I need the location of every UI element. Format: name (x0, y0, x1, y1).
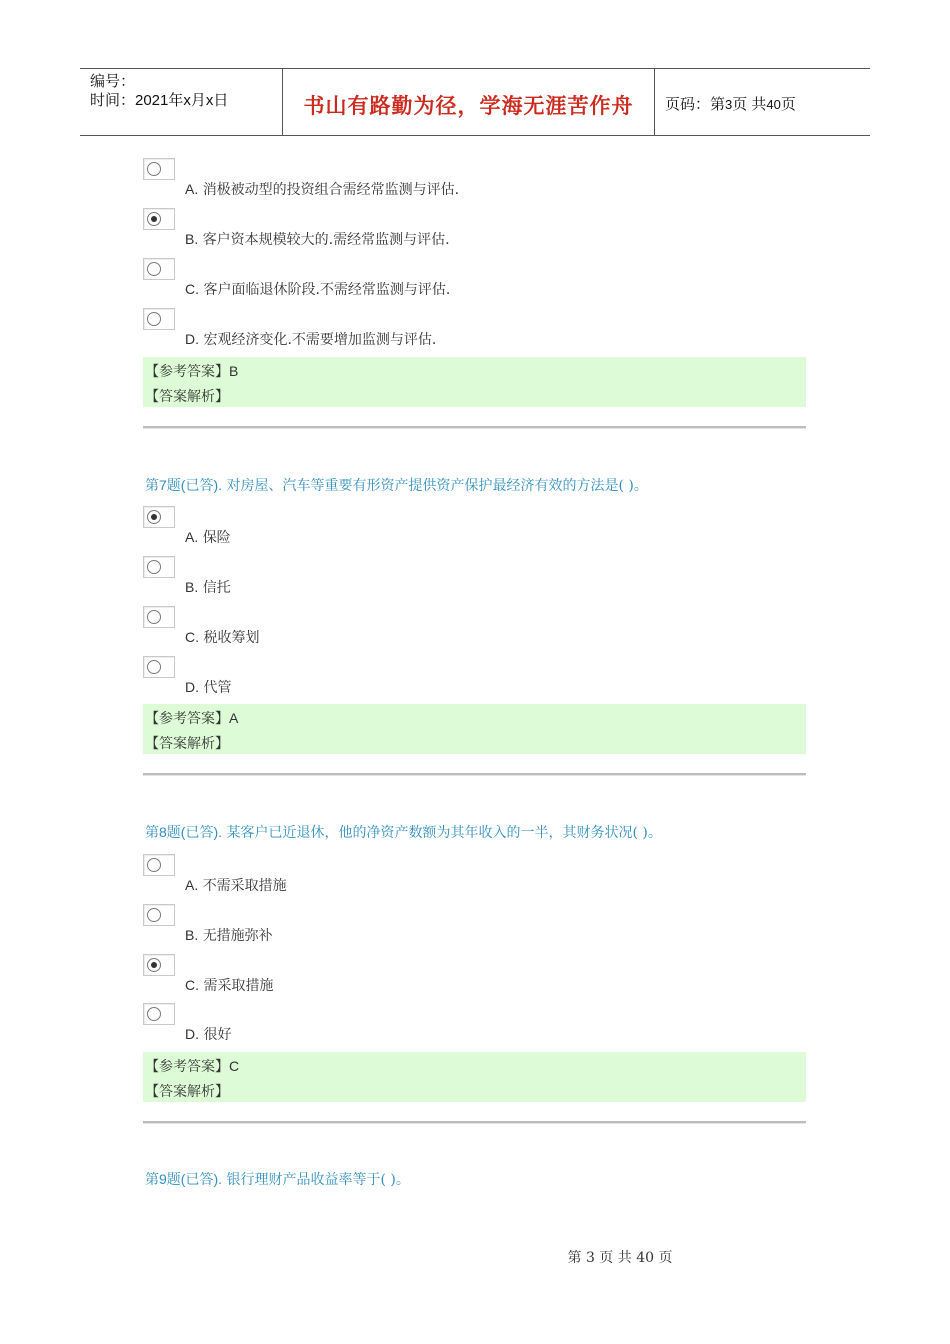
option-label: C. 客户面临退休阶段.不需经常监测与评估. (185, 281, 451, 298)
page-number: 3 (725, 97, 733, 112)
q6-option-d[interactable] (143, 308, 743, 358)
radio-button[interactable] (147, 162, 161, 176)
q6-option-a[interactable] (143, 158, 743, 208)
radio-frame (143, 506, 175, 528)
q8-option-a[interactable] (143, 854, 743, 904)
document-header (80, 68, 870, 136)
option-label: A. 不需采取措施 (185, 877, 287, 894)
option-label: D. 很好 (185, 1026, 232, 1043)
radio-button-selected[interactable] (147, 510, 161, 524)
time-label: 时间：2021年x月x日 (90, 92, 229, 109)
radio-frame (143, 258, 175, 280)
q8-option-d[interactable] (143, 1003, 743, 1053)
page-end: 页 (780, 96, 796, 113)
option-label: C. 需采取措施 (185, 977, 274, 994)
radio-frame (143, 556, 175, 578)
radio-button[interactable] (147, 908, 161, 922)
q7-answer-box (143, 704, 806, 754)
header-meta (80, 69, 282, 135)
radio-frame (143, 904, 175, 926)
option-label: A. 保险 (185, 529, 231, 546)
question-divider (143, 1121, 806, 1124)
radio-frame (143, 158, 175, 180)
header-motto: 书山有路勤为径，学海无涯苦作舟 (282, 69, 655, 135)
q8-answer-box (143, 1052, 806, 1102)
answer-analysis: 【答案解析】 (145, 1084, 229, 1100)
option-label: C. 税收筹划 (185, 629, 260, 646)
q8-title: 第8题(已答). 某客户已近退休，他的净资产数额为其年收入的一半，其财务状况( )。 (145, 824, 662, 841)
q8-option-b[interactable] (143, 904, 743, 954)
q7-option-a[interactable] (143, 506, 743, 556)
page-footer: 第 3 页 共 40 页 (567, 1250, 673, 1266)
q7-option-c[interactable] (143, 606, 743, 656)
radio-frame (143, 954, 175, 976)
question-divider (143, 773, 806, 776)
q7-title: 第7题(已答). 对房屋、汽车等重要有形资产提供资产保护最经济有效的方法是( )。 (145, 477, 648, 494)
page-mid: 页 共 (732, 96, 767, 113)
reference-answer: 【参考答案】A (145, 710, 239, 727)
radio-button[interactable] (147, 262, 161, 276)
radio-frame (143, 606, 175, 628)
option-label: D. 代管 (185, 679, 232, 696)
radio-frame (143, 1003, 175, 1025)
option-label: B. 信托 (185, 579, 231, 596)
radio-frame (143, 854, 175, 876)
answer-analysis: 【答案解析】 (145, 389, 229, 405)
q6-answer-box (143, 357, 806, 407)
answer-analysis: 【答案解析】 (145, 736, 229, 752)
q8-option-c[interactable] (143, 954, 743, 1004)
option-label: B. 客户资本规模较大的.需经常监测与评估. (185, 231, 450, 248)
header-page-info (655, 69, 870, 135)
question-divider (143, 426, 806, 429)
radio-button[interactable] (147, 660, 161, 674)
q9-title: 第9题(已答). 银行理财产品收益率等于( )。 (145, 1171, 410, 1188)
reference-answer: 【参考答案】C (145, 1058, 240, 1075)
radio-frame (143, 656, 175, 678)
radio-button[interactable] (147, 312, 161, 326)
q7-option-b[interactable] (143, 556, 743, 606)
option-label: A. 消极被动型的投资组合需经常监测与评估. (185, 181, 460, 198)
radio-button[interactable] (147, 610, 161, 624)
radio-frame (143, 308, 175, 330)
page-label: 页码：第 (665, 96, 726, 113)
option-label: B. 无措施弥补 (185, 927, 273, 944)
radio-button-selected[interactable] (147, 958, 161, 972)
q7-option-d[interactable] (143, 656, 743, 706)
radio-frame (143, 208, 175, 230)
radio-button[interactable] (147, 858, 161, 872)
q6-option-b[interactable] (143, 208, 743, 258)
option-label: D. 宏观经济变化.不需要增加监测与评估. (185, 331, 437, 348)
radio-button[interactable] (147, 560, 161, 574)
radio-button-selected[interactable] (147, 212, 161, 226)
reference-answer: 【参考答案】B (145, 363, 239, 380)
q6-option-c[interactable] (143, 258, 743, 308)
code-label: 编号： (90, 73, 136, 90)
page-total: 40 (766, 97, 781, 112)
radio-button[interactable] (147, 1007, 161, 1021)
